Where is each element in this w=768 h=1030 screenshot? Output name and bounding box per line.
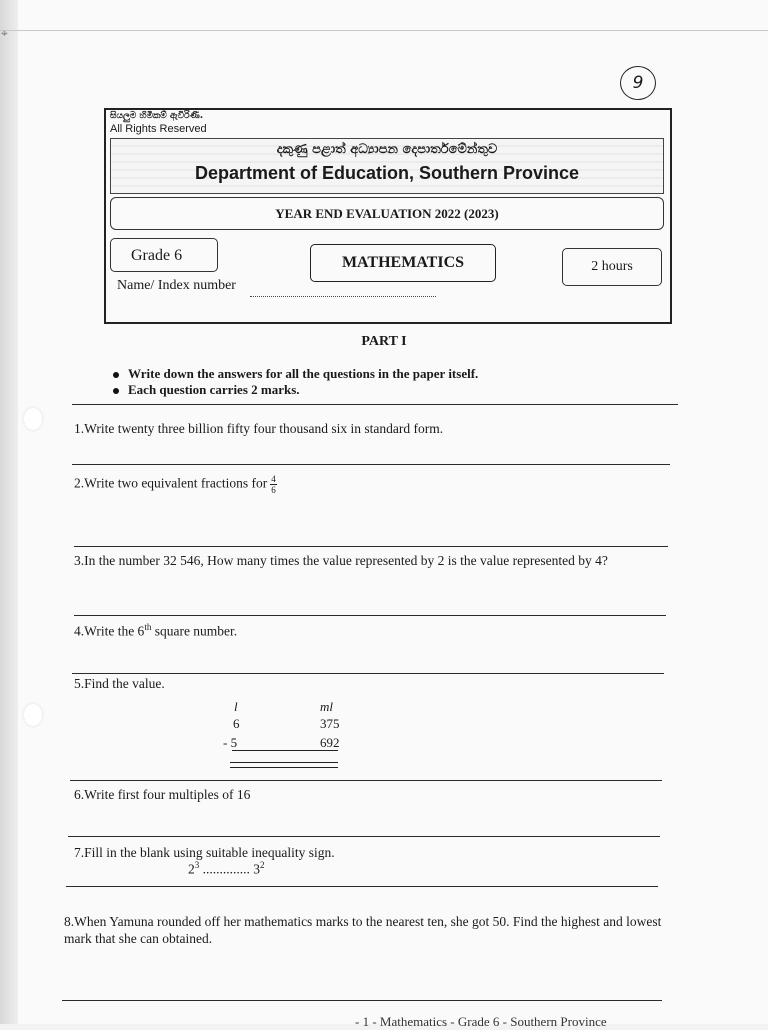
exam-header — [104, 108, 672, 324]
subtraction-line — [232, 750, 338, 751]
answer-line[interactable] — [70, 780, 662, 781]
question-2: 2.Write two equivalent fractions for $\frac{4}{6}$ — [74, 474, 276, 495]
part-title: PART I — [361, 334, 407, 349]
department-banner — [110, 138, 664, 194]
rights-text: All Rights Reserved — [110, 123, 207, 135]
question-3: 3.In the number 32 546, How many times the value represented by 2 is the value represented by 4? — [74, 553, 608, 568]
column-header-litres: l — [234, 699, 238, 714]
page-number-badge: 9 — [620, 66, 656, 100]
question-1: 1.Write twenty three billion fifty four thousand six in standard form. — [74, 421, 444, 436]
column-header-millilitres: ml — [320, 699, 333, 714]
fraction: $\frac{4}{6}$ — [271, 474, 276, 495]
row2-millilitres: 692 — [320, 735, 340, 750]
page-footer: - 1 - Mathematics - Grade 6 - Southern Province — [355, 1014, 607, 1029]
punch-hole — [24, 704, 42, 726]
rights-sinhala: සියලුම හිමිකම් ඇවිරිණි. — [110, 111, 204, 121]
subject-box: MATHEMATICS — [310, 244, 496, 282]
question-7: 7.Fill in the blank using suitable inequality sign. — [74, 845, 335, 860]
answer-line[interactable] — [68, 836, 660, 837]
row2-litres: - 5 — [223, 735, 238, 750]
name-index-label: Name/ Index number — [117, 278, 236, 293]
name-index-field[interactable] — [250, 296, 436, 297]
row1-litres: 6 — [233, 716, 240, 731]
question-5: 5.Find the value. — [74, 676, 165, 691]
page-edge — [0, 0, 18, 1024]
grade-box: Grade 6 — [110, 238, 218, 272]
duration-box: 2 hours — [562, 248, 662, 286]
question-8: 8.When Yamuna rounded off her mathematics marks to the nearest ten, she got 50. Find the highest and lowest mark that she can obtained. — [64, 914, 662, 946]
answer-line[interactable] — [74, 546, 668, 547]
answer-double-line[interactable] — [230, 762, 338, 768]
question-6: 6.Write first four multiples of 16 — [74, 787, 251, 802]
inequality-blank[interactable]: $2^3$ .............. $3^2$ — [188, 860, 265, 877]
answer-line[interactable] — [72, 464, 670, 465]
answer-line[interactable] — [62, 1000, 662, 1001]
bullet-icon — [113, 372, 119, 378]
department-name: Department of Education, Southern Province — [194, 163, 580, 183]
crosshair-icon: ⌖ — [1, 26, 8, 40]
exam-title: YEAR END EVALUATION 2022 (2023) — [110, 197, 664, 230]
bullet-icon — [113, 388, 119, 394]
instruction-item: Each question carries 2 marks. — [113, 382, 300, 398]
instruction-item: Write down the answers for all the questions in the paper itself. — [113, 366, 478, 382]
department-sinhala: දකුණු පළාත් අධ්‍යාපන දෙපාර්තමේන්තුව — [276, 142, 498, 157]
punch-hole — [24, 408, 42, 430]
answer-line[interactable] — [74, 615, 666, 616]
answer-line[interactable] — [66, 886, 658, 887]
answer-line[interactable] — [72, 673, 664, 674]
divider — [72, 404, 678, 405]
top-rule — [0, 30, 768, 31]
question-4: 4.Write the 6th square number. — [74, 622, 238, 639]
row1-millilitres: 375 — [320, 716, 340, 731]
